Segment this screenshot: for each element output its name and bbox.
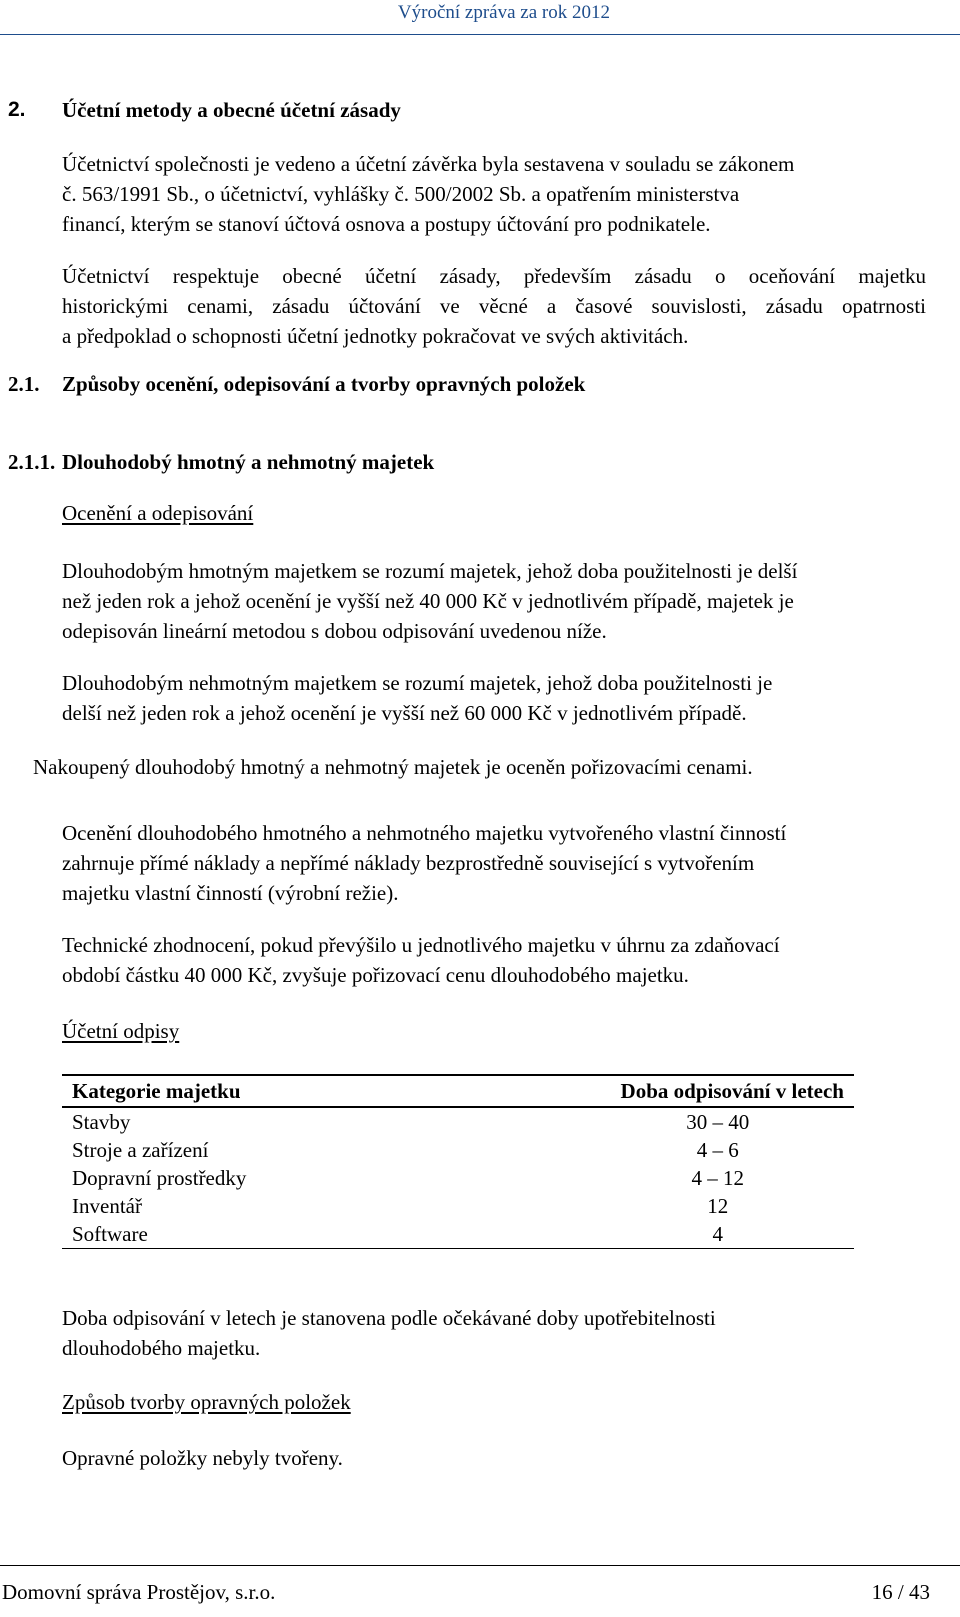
table-cell-category: Inventář (72, 1194, 142, 1218)
text-line: než jeden rok a jehož ocenění je vyšší než 40 000 Kč v jednotlivém případě, majetek je (62, 589, 794, 613)
table-row (62, 1107, 854, 1136)
table-cell-category: Software (62, 1220, 391, 1249)
text-line: delší než jeden rok a jehož ocenění je vyšší než 60 000 Kč v jednotlivém případě. (62, 701, 747, 725)
principles-paragraph (62, 261, 926, 351)
text-line: historickými cenami, zásadu účtování ve věcné a časové souvislosti, zásadu opatrnosti (62, 294, 926, 318)
text-line: č. 563/1991 Sb., o účetnictví, vyhlášky č. 500/2002 Sb. a opatřením ministerstva (62, 182, 740, 206)
allowance-text: Opravné položky nebyly tvořeny. (62, 1446, 343, 1470)
column-header-years: Doba odpisování v letech (391, 1075, 854, 1107)
text-line: Dlouhodobým hmotným majetkem se rozumí majetek, jehož doba použitelnosti je delší (62, 559, 798, 583)
text-line: financí, kterým se stanoví účtová osnova a postupy účtování pro podnikatele. (62, 212, 711, 236)
section-title: Účetní metody a obecné účetní zásady (62, 98, 401, 122)
table-cell-years: 4 (391, 1220, 854, 1249)
period-paragraph (62, 1303, 716, 1363)
table-row (62, 1192, 854, 1220)
column-header-category: Kategorie majetku (62, 1075, 391, 1107)
intro-paragraph (62, 149, 794, 239)
table-cell-years: 30 – 40 (686, 1110, 750, 1134)
page-number: 16 / 43 (871, 1580, 930, 1604)
tangible-paragraph (62, 556, 797, 646)
text-line: Ocenění dlouhodobého hmotného a nehmotného majetku vytvořeného vlastní činností (62, 821, 787, 845)
purchased-paragraph: Nakoupený dlouhodobý hmotný a nehmotný majetek je oceněn pořizovacími cenami. (33, 755, 753, 779)
footer-company: Domovní správa Prostějov, s.r.o. (2, 1580, 276, 1604)
text-line: a předpoklad o schopnosti účetní jednotky pokračovat ve svých aktivitách. (62, 324, 689, 348)
table-cell-years: 12 (707, 1194, 729, 1218)
text-line: období částku 40 000 Kč, zvyšuje pořizovací cenu dlouhodobého majetku. (62, 963, 689, 987)
text-line: Dlouhodobým nehmotným majetkem se rozumí majetek, jehož doba použitelnosti je (62, 671, 773, 695)
table-header-row (62, 1075, 854, 1107)
table-row (62, 1220, 854, 1249)
subsubsection-title: Dlouhodobý hmotný a nehmotný majetek (62, 450, 435, 474)
text-line: dlouhodobého majetku. (62, 1336, 261, 1360)
table-row (62, 1164, 854, 1192)
subsubsection-number: 2.1.1. (8, 450, 56, 474)
allowance-heading: Způsob tvorby opravných položek (62, 1390, 351, 1414)
section-number: 2. (8, 98, 26, 121)
text-line: majetku vlastní činností (výrobní režie). (62, 881, 399, 905)
table-cell-category: Stroje a zařízení (72, 1138, 209, 1162)
text-line: Technické zhodnocení, pokud převýšilo u jednotlivého majetku v úhrnu za zdaňovací (62, 933, 780, 957)
text-line: Účetnictví respektuje obecné účetní zásady, především zásadu o oceňování majetku (62, 264, 926, 288)
valuation-heading: Ocenění a odepisování (62, 501, 254, 525)
intangible-paragraph (62, 668, 772, 728)
text-line: zahrnuje přímé náklady a nepřímé náklady bezprostředně související s vytvořením (62, 851, 755, 875)
subsection-title: Způsoby ocenění, odepisování a tvorby opravných položek (62, 372, 586, 396)
table-row (62, 1136, 854, 1164)
depreciation-table (62, 1074, 854, 1249)
subsection-number: 2.1. (8, 372, 40, 396)
technical-improvement-paragraph (62, 930, 780, 990)
header-rule (0, 34, 960, 35)
table-cell-years: 4 – 12 (691, 1166, 744, 1190)
text-line: odepisován lineární metodou s dobou odpisování uvedenou níže. (62, 619, 607, 643)
text-line: Doba odpisování v letech je stanovena podle očekávané doby upotřebitelnosti (62, 1306, 716, 1330)
self-made-paragraph (62, 818, 786, 908)
table-cell-category: Stavby (72, 1110, 131, 1134)
table-cell-category: Dopravní prostředky (72, 1166, 247, 1190)
depreciation-heading: Účetní odpisy (62, 1019, 180, 1043)
table-cell-years: 4 – 6 (696, 1138, 739, 1162)
running-header: Výroční zpráva za rok 2012 (397, 2, 610, 23)
footer-rule (0, 1565, 960, 1566)
text-line: Účetnictví společnosti je vedeno a účetní závěrka byla sestavena v souladu se zákonem (62, 152, 795, 176)
